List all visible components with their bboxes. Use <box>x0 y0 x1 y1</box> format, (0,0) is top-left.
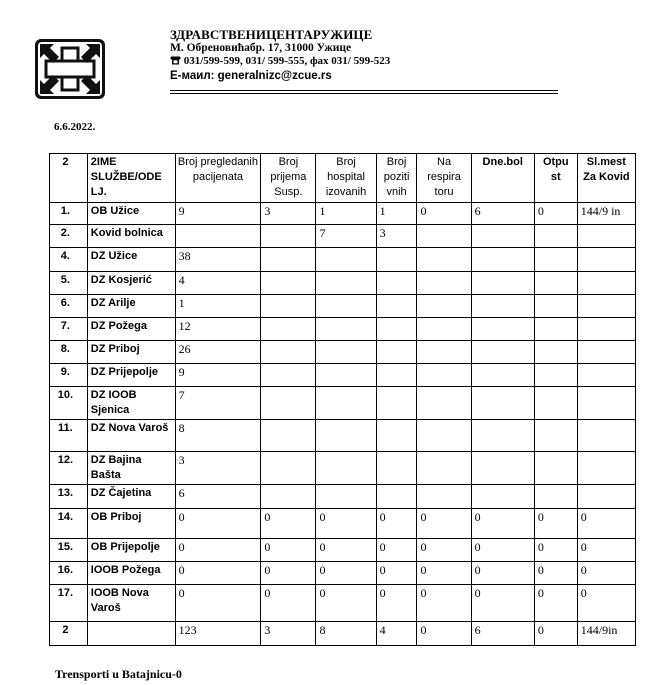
table-row <box>50 622 636 646</box>
value-cell: 0 <box>534 562 577 585</box>
value-cell <box>417 485 471 509</box>
value-cell <box>577 318 635 341</box>
header-col-covid-beds: Sl.mest Za Kovid <box>577 154 635 203</box>
value-cell: 0 <box>261 509 316 539</box>
table-row <box>50 452 636 485</box>
value-cell: 6 <box>175 485 261 509</box>
value-cell <box>471 364 534 387</box>
value-cell <box>577 364 635 387</box>
value-cell <box>261 341 316 364</box>
value-cell: 0 <box>376 585 417 622</box>
value-cell: 0 <box>534 622 577 646</box>
value-cell <box>261 295 316 318</box>
value-cell: 0 <box>316 509 376 539</box>
row-number-cell: 13. <box>50 485 88 509</box>
value-cell <box>316 318 376 341</box>
value-cell: 0 <box>261 562 316 585</box>
table-row <box>50 225 636 248</box>
row-number-cell: 10. <box>50 387 88 420</box>
value-cell <box>577 485 635 509</box>
value-cell <box>376 420 417 452</box>
table-row <box>50 203 636 225</box>
value-cell <box>534 272 577 295</box>
header-rule-top <box>170 90 558 91</box>
value-cell <box>376 452 417 485</box>
value-cell <box>175 225 261 248</box>
value-cell: 0 <box>417 622 471 646</box>
table-header-row <box>50 154 636 203</box>
table-row <box>50 341 636 364</box>
table-row <box>50 420 636 452</box>
value-cell <box>376 272 417 295</box>
header-col-service: 2IME SLUŽBE/ODE LJ. <box>87 154 175 203</box>
row-number-cell: 2. <box>50 225 88 248</box>
value-cell <box>534 420 577 452</box>
value-cell <box>417 341 471 364</box>
value-cell <box>471 485 534 509</box>
value-cell <box>417 225 471 248</box>
letterhead <box>170 28 560 83</box>
value-cell: 1 <box>316 203 376 225</box>
header-col-examined: Broj pregledanih pacijenata <box>175 154 261 203</box>
header-col-patient-days: Dne.bol <box>471 154 534 203</box>
value-cell <box>376 295 417 318</box>
transport-note: Trensporti u Batajnicu-0 <box>55 667 182 681</box>
service-name-cell: DZ Kosjerić <box>87 272 175 295</box>
value-cell <box>534 364 577 387</box>
value-cell: 0 <box>175 539 261 562</box>
value-cell: 0 <box>471 585 534 622</box>
value-cell <box>376 364 417 387</box>
organization-email: Е-маил: generalnizc@zcue.rs <box>170 70 332 82</box>
value-cell <box>534 341 577 364</box>
value-cell: 0 <box>471 539 534 562</box>
table-row <box>50 509 636 539</box>
value-cell <box>577 295 635 318</box>
service-name-cell: DZ Prijepolje <box>87 364 175 387</box>
value-cell <box>316 295 376 318</box>
value-cell: 9 <box>175 364 261 387</box>
value-cell <box>577 420 635 452</box>
value-cell: 0 <box>376 539 417 562</box>
value-cell <box>471 248 534 272</box>
service-name-cell: OB Užice <box>87 203 175 225</box>
value-cell <box>534 318 577 341</box>
value-cell: 0 <box>417 539 471 562</box>
value-cell <box>316 364 376 387</box>
row-number-cell: 7. <box>50 318 88 341</box>
header-col-suspected: Broj prijema Susp. <box>261 154 316 203</box>
value-cell <box>577 248 635 272</box>
value-cell <box>316 387 376 420</box>
value-cell <box>471 420 534 452</box>
value-cell <box>417 272 471 295</box>
value-cell: 0 <box>175 585 261 622</box>
phone-icon <box>170 56 181 65</box>
report-table <box>49 153 636 646</box>
value-cell <box>261 364 316 387</box>
value-cell: 0 <box>376 509 417 539</box>
value-cell: 144/9 in <box>577 203 635 225</box>
row-number-cell: 12. <box>50 452 88 485</box>
value-cell <box>577 341 635 364</box>
value-cell <box>471 295 534 318</box>
value-cell: 1 <box>175 295 261 318</box>
value-cell: 0 <box>417 509 471 539</box>
value-cell <box>316 248 376 272</box>
row-number-cell: 16. <box>50 562 88 585</box>
value-cell: 12 <box>175 318 261 341</box>
value-cell: 3 <box>175 452 261 485</box>
value-cell <box>316 420 376 452</box>
value-cell <box>471 387 534 420</box>
row-number-cell: 17. <box>50 585 88 622</box>
value-cell: 6 <box>471 622 534 646</box>
value-cell <box>471 272 534 295</box>
row-number-cell: 14. <box>50 509 88 539</box>
value-cell: 8 <box>175 420 261 452</box>
value-cell: 0 <box>417 585 471 622</box>
value-cell: 4 <box>376 622 417 646</box>
value-cell: 0 <box>316 539 376 562</box>
value-cell <box>376 341 417 364</box>
value-cell: 8 <box>316 622 376 646</box>
table-row <box>50 562 636 585</box>
value-cell: 0 <box>261 585 316 622</box>
table-row <box>50 295 636 318</box>
value-cell: 0 <box>534 539 577 562</box>
table-row <box>50 585 636 622</box>
table-row <box>50 364 636 387</box>
value-cell: 0 <box>534 203 577 225</box>
table-row <box>50 485 636 509</box>
table-row <box>50 318 636 341</box>
value-cell: 0 <box>534 585 577 622</box>
value-cell: 123 <box>175 622 261 646</box>
value-cell <box>316 485 376 509</box>
value-cell: 3 <box>261 622 316 646</box>
value-cell <box>261 272 316 295</box>
value-cell <box>534 248 577 272</box>
value-cell <box>376 387 417 420</box>
row-number-cell: 15. <box>50 539 88 562</box>
value-cell: 0 <box>577 585 635 622</box>
value-cell <box>417 248 471 272</box>
value-cell <box>316 272 376 295</box>
value-cell: 0 <box>175 562 261 585</box>
row-number-cell: 8. <box>50 341 88 364</box>
value-cell: 0 <box>175 509 261 539</box>
value-cell: 3 <box>376 225 417 248</box>
value-cell: 0 <box>577 539 635 562</box>
value-cell <box>534 452 577 485</box>
organization-phone-line <box>170 55 560 68</box>
value-cell <box>376 485 417 509</box>
service-name-cell: DZ Požega <box>87 318 175 341</box>
header-rule-bottom <box>170 93 558 94</box>
value-cell: 0 <box>316 585 376 622</box>
organization-address: М. Обреновићабр. 17, 31000 Ужице <box>170 42 352 54</box>
value-cell <box>471 452 534 485</box>
value-cell: 7 <box>175 387 261 420</box>
row-number-cell: 6. <box>50 295 88 318</box>
value-cell <box>471 318 534 341</box>
value-cell: 3 <box>261 203 316 225</box>
report-date: 6.6.2022. <box>54 121 96 133</box>
value-cell: 0 <box>577 509 635 539</box>
service-name-cell: IOOB Požega <box>87 562 175 585</box>
table-row <box>50 539 636 562</box>
value-cell <box>534 485 577 509</box>
service-name-cell: Kovid bolnica <box>87 225 175 248</box>
value-cell <box>261 485 316 509</box>
row-number-cell: 4. <box>50 248 88 272</box>
value-cell: 0 <box>417 562 471 585</box>
phone-numbers: 031/599-599, 031/ 599-555, фах 031/ 599-523 <box>183 55 391 67</box>
value-cell <box>471 341 534 364</box>
value-cell <box>316 341 376 364</box>
table-row <box>50 248 636 272</box>
service-name-cell: DZ Bajina Bašta <box>87 452 175 485</box>
health-center-logo <box>34 38 106 100</box>
value-cell <box>471 225 534 248</box>
header-col-positive: Broj poziti vnih <box>376 154 417 203</box>
value-cell: 0 <box>417 203 471 225</box>
value-cell: 1 <box>376 203 417 225</box>
value-cell <box>577 225 635 248</box>
value-cell <box>534 225 577 248</box>
value-cell: 7 <box>316 225 376 248</box>
value-cell: 144/9in <box>577 622 635 646</box>
value-cell: 4 <box>175 272 261 295</box>
value-cell <box>261 318 316 341</box>
header-col-discharged: Otpu st <box>534 154 577 203</box>
service-name-cell: OB Priboj <box>87 509 175 539</box>
value-cell: 0 <box>471 509 534 539</box>
value-cell <box>577 387 635 420</box>
value-cell <box>417 364 471 387</box>
service-name-cell: DZ Priboj <box>87 341 175 364</box>
header-col-hospitalized: Broj hospital izovanih <box>316 154 376 203</box>
value-cell: 0 <box>376 562 417 585</box>
value-cell <box>577 452 635 485</box>
table-row <box>50 387 636 420</box>
service-name-cell: OB Prijepolje <box>87 539 175 562</box>
value-cell: 0 <box>261 539 316 562</box>
value-cell <box>417 387 471 420</box>
header-col-respirator: Na respira toru <box>417 154 471 203</box>
service-name-cell: DZ Nova Varoš <box>87 420 175 452</box>
header-col-number: 2 <box>50 154 88 203</box>
service-name-cell <box>87 622 175 646</box>
value-cell <box>316 452 376 485</box>
value-cell <box>577 272 635 295</box>
service-name-cell: DZ Arilje <box>87 295 175 318</box>
value-cell: 26 <box>175 341 261 364</box>
value-cell <box>261 248 316 272</box>
value-cell: 9 <box>175 203 261 225</box>
service-name-cell: IOOB Nova Varoš <box>87 585 175 622</box>
value-cell <box>376 248 417 272</box>
value-cell: 0 <box>316 562 376 585</box>
value-cell <box>417 295 471 318</box>
value-cell <box>534 387 577 420</box>
value-cell <box>261 420 316 452</box>
row-number-cell: 2 <box>50 622 88 646</box>
value-cell <box>261 387 316 420</box>
row-number-cell: 9. <box>50 364 88 387</box>
row-number-cell: 1. <box>50 203 88 225</box>
value-cell <box>417 452 471 485</box>
organization-name: ЗДРАВСТВЕНИЦЕНТАРУЖИЦЕ <box>170 27 373 42</box>
value-cell: 38 <box>175 248 261 272</box>
service-name-cell: DZ Užice <box>87 248 175 272</box>
value-cell: 0 <box>534 509 577 539</box>
value-cell <box>417 318 471 341</box>
value-cell: 0 <box>577 562 635 585</box>
table-row <box>50 272 636 295</box>
value-cell <box>376 318 417 341</box>
row-number-cell: 11. <box>50 420 88 452</box>
service-name-cell: DZ Čajetina <box>87 485 175 509</box>
value-cell <box>261 452 316 485</box>
value-cell <box>417 420 471 452</box>
value-cell: 6 <box>471 203 534 225</box>
service-name-cell: DZ IOOB Sjenica <box>87 387 175 420</box>
row-number-cell: 5. <box>50 272 88 295</box>
value-cell <box>534 295 577 318</box>
value-cell <box>261 225 316 248</box>
value-cell: 0 <box>471 562 534 585</box>
